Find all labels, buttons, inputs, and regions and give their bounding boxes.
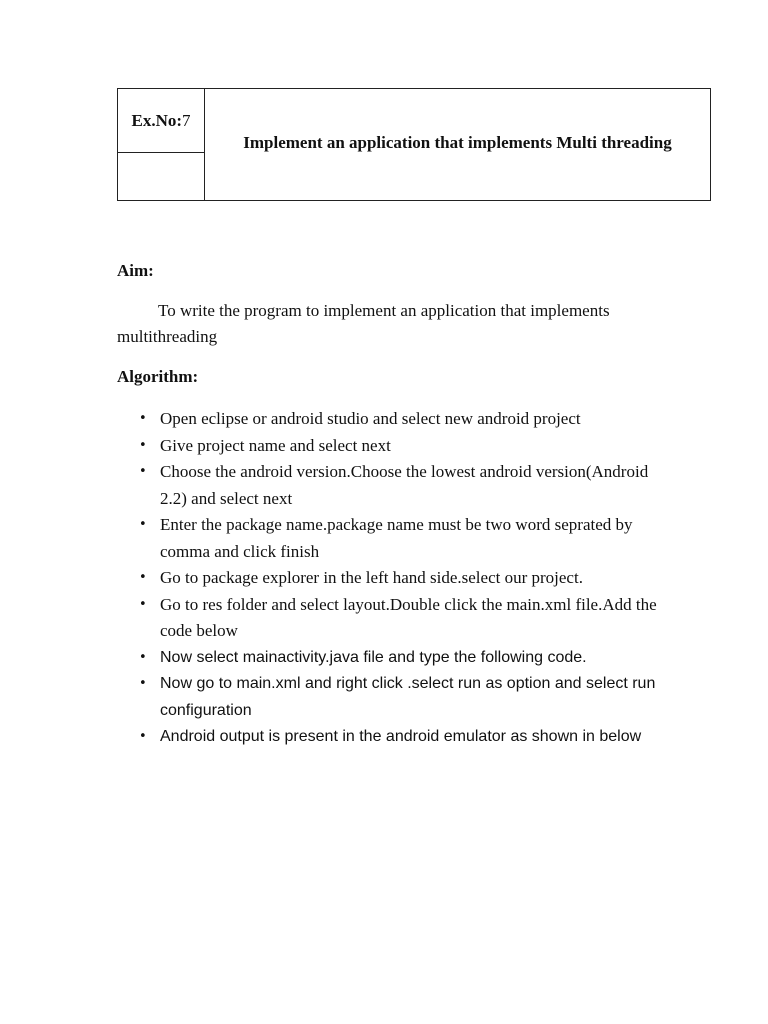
document-title: Implement an application that implements Multi threading xyxy=(243,133,672,152)
empty-cell xyxy=(118,153,204,200)
algorithm-step: • Choose the android version.Choose the lowest android version(Android 2.2) and select next xyxy=(117,459,657,512)
header-table xyxy=(117,88,711,201)
algorithm-step: • Android output is present in the android emulator as shown in below xyxy=(117,724,657,751)
exno-label: Ex.No: xyxy=(131,110,183,130)
algorithm-step: • Now select mainactivity.java file and type the following code. xyxy=(117,645,657,672)
algorithm-step: • Go to res folder and select layout.Double click the main.xml file.Add the code below xyxy=(117,592,657,645)
exno-value: 7 xyxy=(182,110,191,130)
header-left-column xyxy=(118,89,205,200)
algorithm-heading: Algorithm: xyxy=(117,367,199,386)
algorithm-list xyxy=(117,406,657,751)
aim-text: To write the program to implement an application that implements multithreading xyxy=(117,301,610,346)
algorithm-step: • Enter the package name.package name must be two word seprated by comma and click finish xyxy=(117,512,657,565)
algorithm-step: • Go to package explorer in the left hand side.select our project. xyxy=(117,565,657,592)
algorithm-step: • Now go to main.xml and right click .select run as option and select run configuration xyxy=(117,671,657,724)
title-cell xyxy=(205,89,710,200)
aim-heading: Aim: xyxy=(117,261,154,280)
exno-cell xyxy=(118,89,204,153)
algorithm-step: • Open eclipse or android studio and select new android project xyxy=(117,406,657,433)
algorithm-step: • Give project name and select next xyxy=(117,433,657,460)
